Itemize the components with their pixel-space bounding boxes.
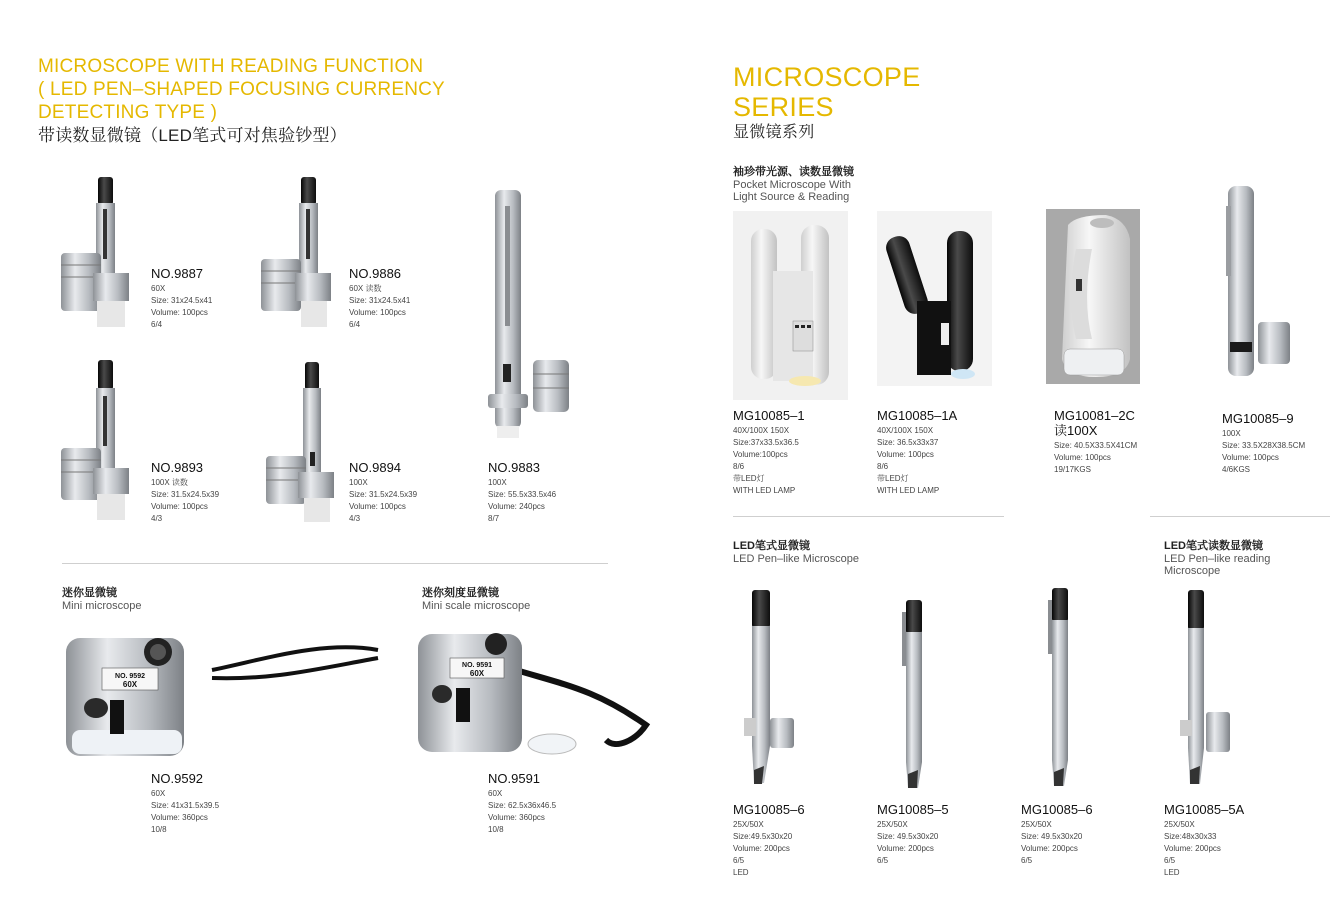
spec-line: 10/8 [151, 825, 167, 834]
spec-line: 100X 读数 [151, 478, 188, 487]
spec-line: Size: 40.5X33.5X41CM [1054, 441, 1138, 450]
section-title-en: Mini microscope [62, 600, 142, 612]
spec-line: 100X [488, 478, 507, 487]
product-specs [151, 283, 212, 331]
spec-line: 25X/50X [1021, 820, 1052, 829]
product-specs [733, 425, 805, 497]
led-reading-section-header [1164, 537, 1270, 577]
right-title [733, 62, 921, 144]
product-card-mg10085-1 [733, 408, 805, 497]
product-model: MG10085–1A [877, 408, 958, 423]
product-card-9893 [151, 460, 219, 525]
spec-line: 4/6KGS [1222, 465, 1251, 474]
product-image-9894 [262, 360, 342, 525]
left-title [38, 55, 445, 147]
spec-line: 60X [151, 789, 166, 798]
spec-line: Volume: 100pcs [349, 308, 406, 317]
mini-scale-section-header [422, 584, 530, 612]
spec-line: Size:48x30x33 [1164, 832, 1217, 841]
spec-line: Volume: 100pcs [349, 502, 406, 511]
product-image-9591 [416, 630, 656, 760]
spec-line: 6/5 [1021, 856, 1033, 865]
pocket-section-header [733, 163, 854, 203]
spec-line: Size: 55.5x33.5x46 [488, 490, 557, 499]
product-card-9886 [349, 266, 410, 331]
spec-line: Size: 31x24.5x41 [151, 296, 213, 305]
device-mag: 60X [469, 669, 485, 678]
product-card-9894 [349, 460, 417, 525]
spec-line: Volume: 360pcs [151, 813, 208, 822]
spec-line: 10/8 [488, 825, 504, 834]
product-specs [151, 477, 219, 525]
spec-line: Volume: 100pcs [151, 502, 208, 511]
spec-line: Size:49.5x30x20 [733, 832, 793, 841]
product-card-mg10085-9 [1222, 411, 1305, 476]
spec-line: Volume:100pcs [733, 450, 788, 459]
product-image-mg10081-2c [1046, 209, 1140, 384]
left-title-line3: DETECTING TYPE ) [38, 102, 218, 123]
spec-line: Size: 49.5x30x20 [877, 832, 939, 841]
spec-line: WITH LED LAMP [733, 486, 796, 495]
device-mag: 60X [122, 680, 138, 689]
device-label: NO. 9592 [115, 673, 145, 680]
product-image-9883 [483, 186, 578, 441]
product-image-9887 [55, 173, 140, 333]
product-specs [488, 477, 556, 525]
product-model: MG10081–2C [1054, 408, 1135, 423]
product-specs [877, 819, 949, 867]
spec-line: 100X [349, 478, 368, 487]
product-specs [1222, 428, 1305, 476]
spec-line: Volume: 200pcs [1164, 844, 1221, 853]
product-model: MG10085–5 [877, 802, 949, 817]
mini-section-header [62, 584, 141, 612]
spec-line: 8/7 [488, 514, 500, 523]
spec-line: 19/17KGS [1054, 465, 1091, 474]
spec-line: 25X/50X [877, 820, 908, 829]
spec-line: Size: 33.5X28X38.5CM [1222, 441, 1306, 450]
spec-line: 带LED灯 [733, 474, 765, 483]
product-image-mg10085-6-b [1042, 586, 1082, 791]
product-card-9591 [488, 771, 556, 836]
product-card-mg10085-6-a [733, 802, 805, 879]
spec-line: 60X [488, 789, 503, 798]
spec-line: Volume: 100pcs [1054, 453, 1111, 462]
product-model: MG10085–6 [733, 802, 805, 817]
spec-line: 6/4 [349, 320, 361, 329]
spec-line: Size: 62.5x36x46.5 [488, 801, 557, 810]
product-specs [349, 477, 417, 525]
product-specs [877, 425, 957, 497]
product-card-mg10085-5a [1164, 802, 1244, 879]
device-label: NO. 9591 [462, 662, 492, 669]
spec-line: 100X [1222, 429, 1241, 438]
product-specs [151, 788, 219, 836]
product-model: NO.9592 [151, 771, 204, 786]
section-title-cn: LED笔式显微镜 [733, 540, 810, 552]
product-card-mg10085-1a [877, 408, 957, 497]
product-model: NO.9591 [488, 771, 541, 786]
section-title-en: Mini scale microscope [422, 600, 531, 612]
left-title-cn: 带读数显微镜（LED笔式可对焦验钞型） [38, 126, 347, 145]
product-specs [1054, 440, 1137, 476]
product-model-sub: 读100X [1054, 423, 1098, 438]
product-model: MG10085–5A [1164, 802, 1245, 817]
product-model: NO.9883 [488, 460, 541, 475]
right-title-cn: 显微镜系列 [733, 124, 815, 141]
spec-line: Volume: 100pcs [151, 308, 208, 317]
product-specs [733, 819, 805, 879]
spec-line: 6/5 [877, 856, 889, 865]
product-image-mg10085-5 [898, 598, 938, 793]
spec-line: Volume: 240pcs [488, 502, 545, 511]
section-title-en-2: Microscope [1164, 565, 1221, 577]
product-model: MG10085–9 [1222, 411, 1294, 426]
section-title-en-2: Light Source & Reading [733, 191, 850, 203]
spec-line: 4/3 [151, 514, 163, 523]
product-model: NO.9894 [349, 460, 402, 475]
spec-line: Volume: 100pcs [1222, 453, 1279, 462]
spec-line: Volume: 200pcs [877, 844, 934, 853]
spec-line: 25X/50X [1164, 820, 1195, 829]
spec-line: Volume: 100pcs [877, 450, 934, 459]
section-title-cn: 袖珍带光源、读数显微镜 [733, 166, 854, 178]
spec-line: 60X 读数 [349, 284, 382, 293]
product-card-mg10085-5 [877, 802, 949, 867]
product-card-9883 [488, 460, 556, 525]
spec-line: 4/3 [349, 514, 361, 523]
divider [733, 516, 1004, 517]
product-card-9887 [151, 266, 212, 331]
right-title-line2: SERIES [733, 92, 834, 122]
spec-line: Size:37x33.5x36.5 [733, 438, 799, 447]
product-card-9592 [151, 771, 219, 836]
product-model: NO.9893 [151, 460, 204, 475]
spec-line: 40X/100X 150X [733, 426, 790, 435]
spec-line: 8/6 [877, 462, 889, 471]
section-title-cn: 迷你刻度显微镜 [422, 587, 499, 599]
section-title-en: LED Pen–like Microscope [733, 553, 859, 565]
product-model: NO.9886 [349, 266, 402, 281]
spec-line: Volume: 360pcs [488, 813, 545, 822]
spec-line: LED [733, 868, 749, 877]
product-image-mg10085-1 [733, 211, 848, 400]
product-image-mg10085-1a [877, 211, 992, 386]
product-model: NO.9887 [151, 266, 204, 281]
right-title-line1: MICROSCOPE [733, 62, 921, 92]
spec-line: 带LED灯 [877, 474, 909, 483]
section-title-en-1: LED Pen–like reading [1164, 553, 1271, 565]
section-title-cn: 迷你显微镜 [62, 587, 117, 599]
left-title-line2: ( LED PEN–SHAPED FOCUSING CURRENCY [38, 79, 445, 100]
spec-line: Size: 49.5x30x20 [1021, 832, 1083, 841]
product-image-mg10085-6-a [740, 588, 800, 793]
product-card-mg10081-2c [1054, 408, 1137, 476]
spec-line: Volume: 200pcs [733, 844, 790, 853]
product-specs [1164, 819, 1244, 879]
spec-line: 25X/50X [733, 820, 764, 829]
spec-line: Size: 31.5x24.5x39 [151, 490, 220, 499]
product-model: MG10085–1 [733, 408, 805, 423]
led-pen-section-header [733, 537, 859, 565]
spec-line: Size: 31x24.5x41 [349, 296, 411, 305]
section-title-en-1: Pocket Microscope With [733, 179, 851, 191]
spec-line: 6/4 [151, 320, 163, 329]
spec-line: 60X [151, 284, 166, 293]
spec-line: 40X/100X 150X [877, 426, 934, 435]
product-image-9886 [255, 173, 340, 333]
spec-line: Volume: 200pcs [1021, 844, 1078, 853]
product-image-mg10085-9 [1220, 182, 1300, 382]
spec-line: LED [1164, 868, 1180, 877]
spec-line: 6/5 [1164, 856, 1176, 865]
divider [62, 563, 608, 564]
product-model: MG10085–6 [1021, 802, 1093, 817]
spec-line: 8/6 [733, 462, 745, 471]
spec-line: Size: 41x31.5x39.5 [151, 801, 220, 810]
spec-line: Size: 31.5x24.5x39 [349, 490, 418, 499]
spec-line: Size: 36.5x33x37 [877, 438, 939, 447]
product-image-9893 [55, 358, 140, 523]
divider [1150, 516, 1330, 517]
product-specs [1021, 819, 1093, 867]
product-card-mg10085-6-b [1021, 802, 1093, 867]
product-specs [488, 788, 556, 836]
spec-line: WITH LED LAMP [877, 486, 940, 495]
spec-line: 6/5 [733, 856, 745, 865]
product-image-mg10085-5a [1178, 588, 1238, 793]
left-title-line1: MICROSCOPE WITH READING FUNCTION [38, 56, 424, 77]
product-specs [349, 283, 410, 331]
section-title-cn: LED笔式读数显微镜 [1164, 540, 1263, 552]
product-image-9592 [62, 630, 382, 770]
